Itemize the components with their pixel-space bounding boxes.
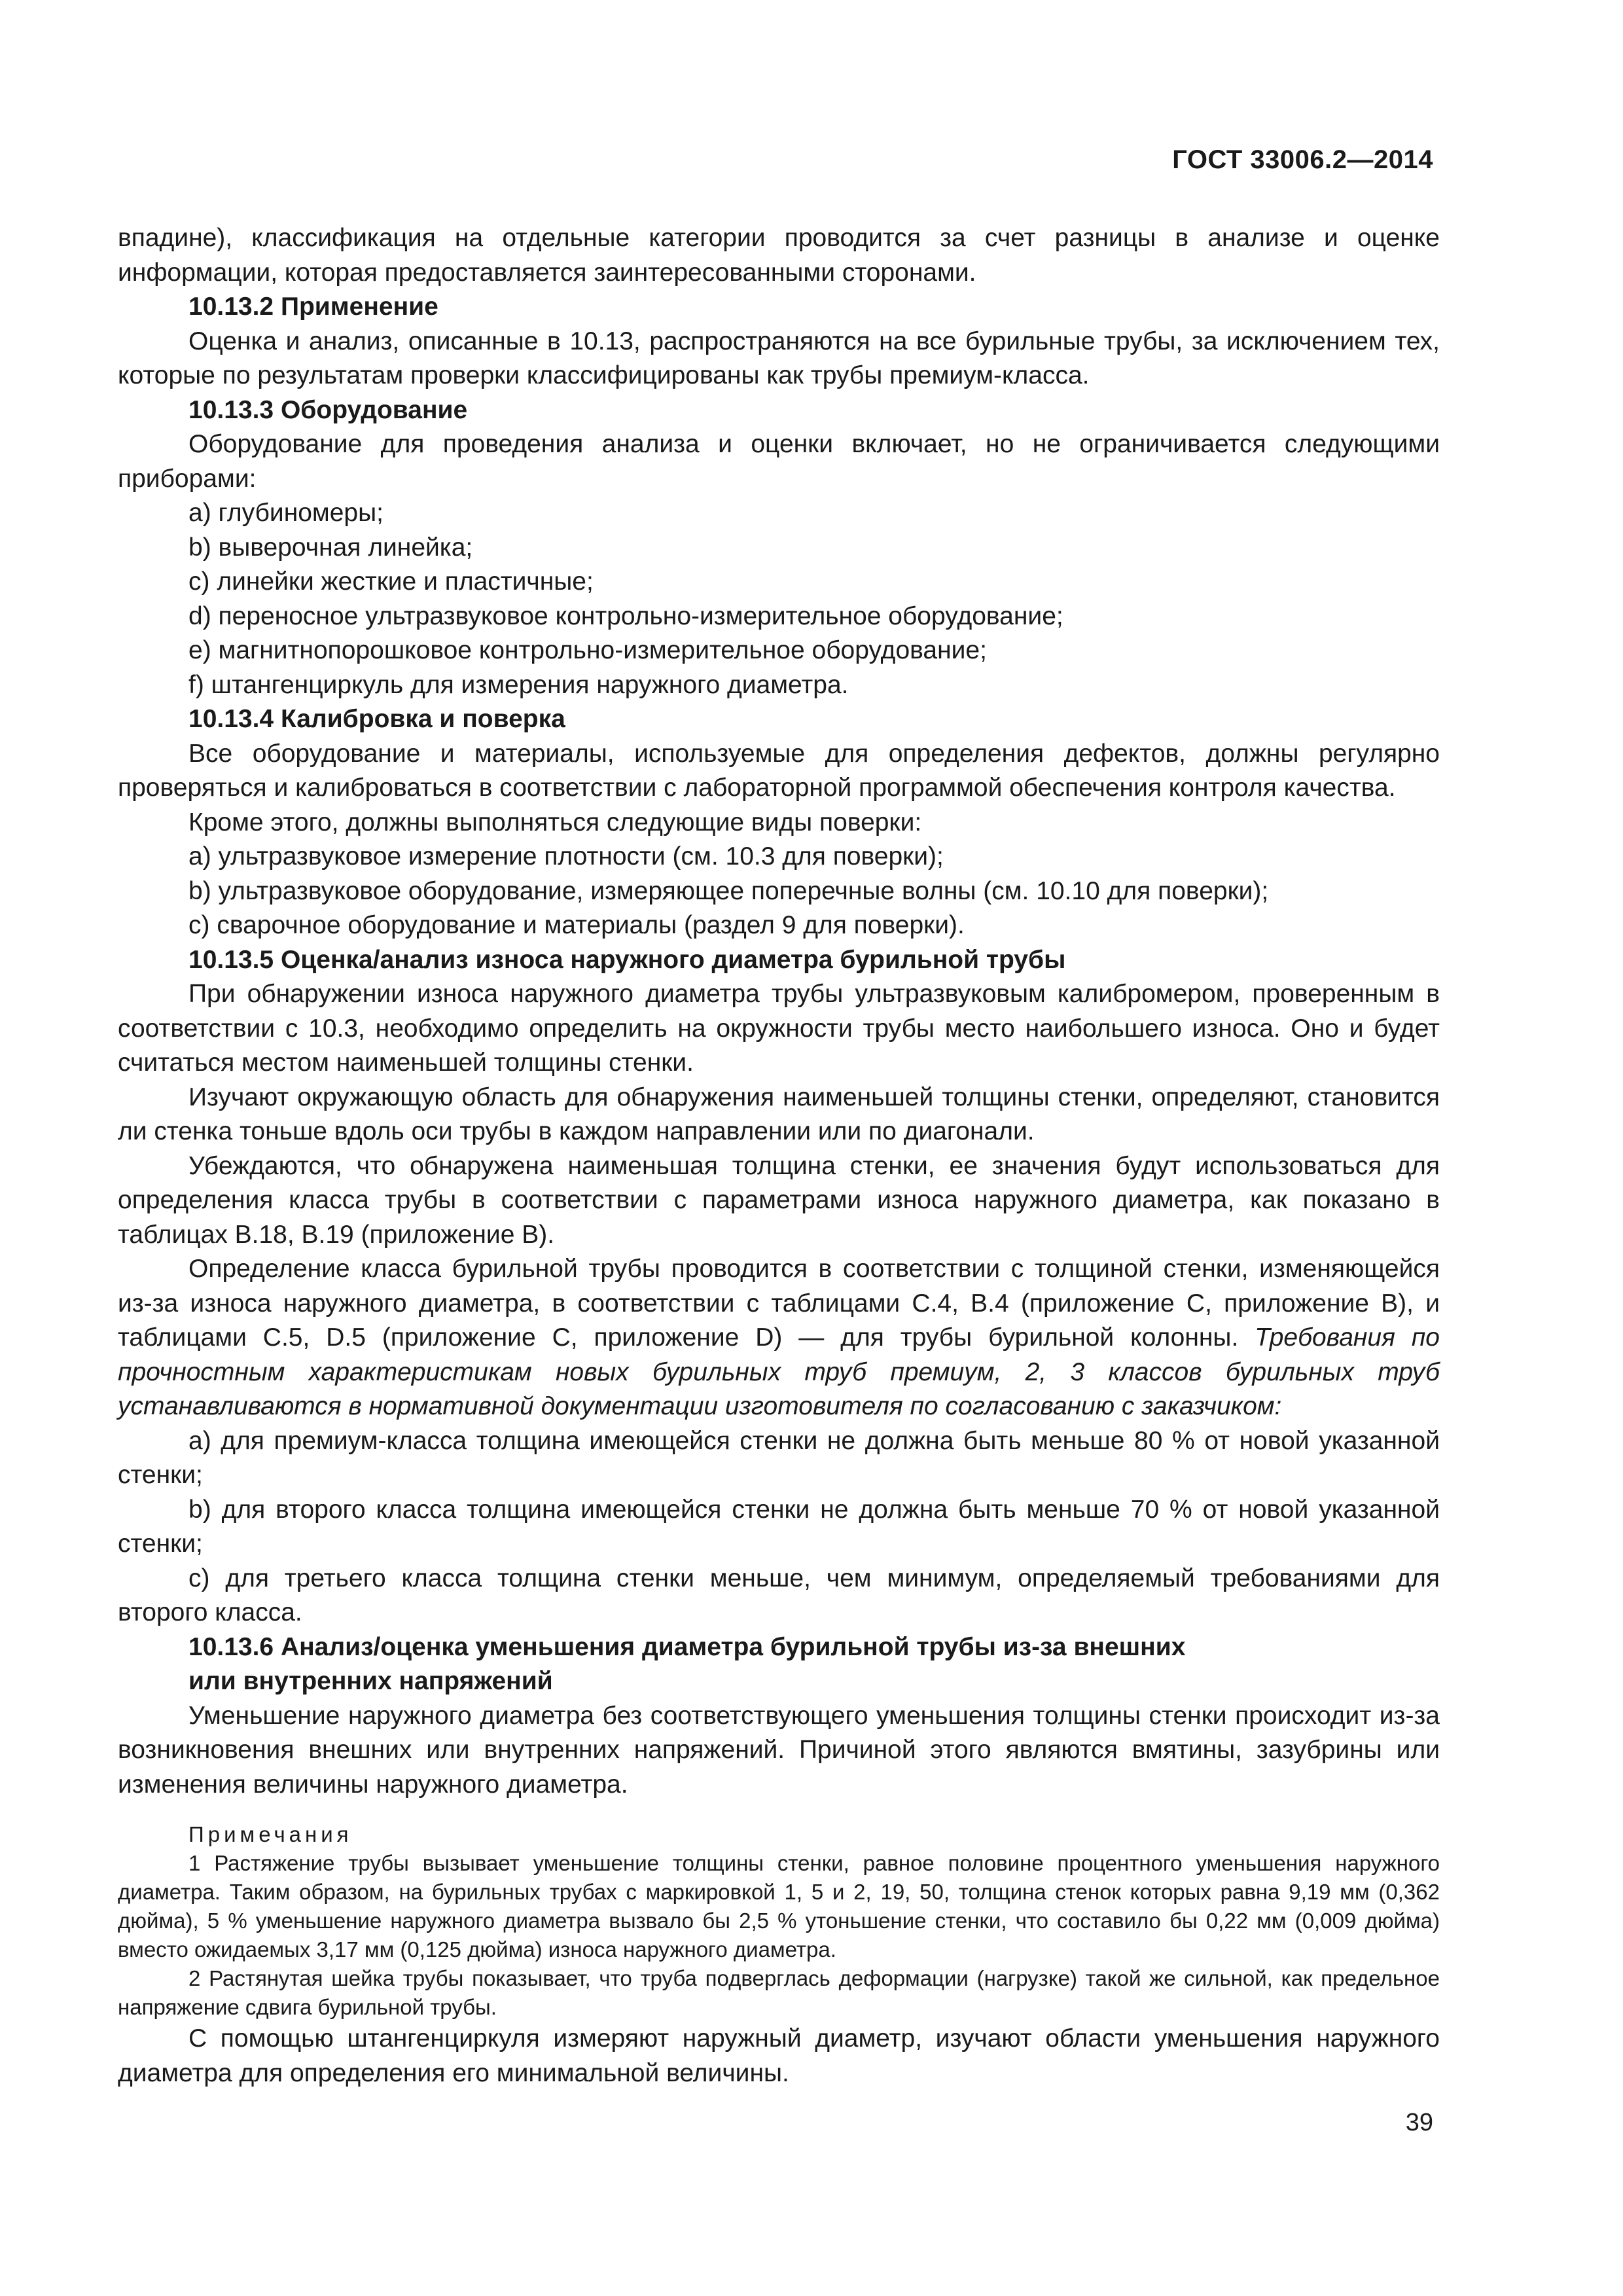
list-item: c) сварочное оборудование и материалы (раздел 9 для поверки). — [188, 911, 965, 939]
section-10-13-4-title: 10.13.4 Калибровка и поверка — [188, 705, 565, 733]
section-10-13-5-paragraph-2: Изучают окружающую область для обнаружения наименьшей толщины стенки, определяют, становится ли стенка тоньше вдоль оси трубы в каждом направлении или по диагонали. — [118, 1083, 1440, 1145]
note-item: 1 Растяжение трубы вызывает уменьшение толщины стенки, равное половине процентного уменьшения наружного диаметра. Таким образом, на бурильных трубах с маркировкой 1, 5 и 2, 19, 50, толщина стенок которых равна 9,19 мм (0,362 дюйма), 5 % уменьшение наружного диаметра вызвало бы 2,5 % утоньшение стенки, что составило бы 0,22 мм (0,009 дюйма) вместо ожидаемых 3,17 мм (0,125 дюйма) износа наружного диаметра. — [118, 1851, 1440, 1962]
section-10-13-4-text-2: Кроме этого, должны выполняться следующие виды поверки: — [188, 808, 922, 836]
paragraph-4-text: Определение класса бурильной трубы проводится в соответствии с толщиной стенки, изменяющейся из-за износа наружного диаметра, в соответствии с таблицами С.4, В.4 (приложение С, приложение В), и таблицами С.5, D.5 (приложение С, приложение D) — для трубы бурильной колонны. — [118, 1255, 1440, 1352]
list-item: a) для премиум-класса толщина имеющейся стенки не должна быть меньше 80 % от новой указанной стенки; — [118, 1426, 1440, 1489]
notes-block — [118, 1820, 1440, 2022]
intro-paragraph: впадине), классификация на отдельные категории проводится за счет разницы в анализе и оценке информации, которая предоставляется заинтересованными сторонами. — [118, 224, 1440, 287]
section-10-13-4-text: Все оборудование и материалы, используемые для определения дефектов, должны регулярно проверяться и калиброваться в соответствии с лабораторной программой обеспечения контроля качества. — [118, 739, 1440, 802]
section-10-13-6-text: Уменьшение наружного диаметра без соответствующего уменьшения толщины стенки происходит из-за возникновения внешних или внутренних напряжений. Причиной этого являются вмятины, зазубрины или изменения величины наружного диаметра. — [118, 1701, 1440, 1799]
page-number: 39 — [1405, 2109, 1433, 2136]
section-10-13-3-text: Оборудование для проведения анализа и оценки включает, но не ограничивается следующими приборами: — [118, 430, 1440, 493]
list-item: c) линейки жесткие и пластичные; — [188, 567, 594, 596]
list-item: a) ультразвуковое измерение плотности (см. 10.3 для поверки); — [188, 842, 944, 870]
section-10-13-2-text: Оценка и анализ, описанные в 10.13, распространяются на все бурильные трубы, за исключением тех, которые по результатам проверки классифицированы как трубы премиум-класса. — [118, 327, 1440, 389]
notes-title: Примечания — [188, 1822, 353, 1846]
list-item: d) переносное ультразвуковое контрольно-измерительное оборудование; — [188, 601, 1063, 630]
section-10-13-5-paragraph-4 — [118, 1252, 1440, 1424]
final-paragraph: С помощью штангенциркуля измеряют наружный диаметр, изучают области уменьшения наружного диаметра для определения его минимальной величины. — [118, 2024, 1440, 2087]
section-10-13-6-title: 10.13.6 Анализ/оценка уменьшения диаметра бурильной трубы из-за внешних — [188, 1632, 1186, 1661]
list-item: b) ультразвуковое оборудование, измеряющее поперечные волны (см. 10.10 для поверки); — [188, 876, 1269, 905]
paragraph-4-italic-text: Требования по прочностным характеристикам новых бурильных труб премиум, 2, 3 классов бурильных труб устанавливаются в нормативной документации изготовителя по согласованию с заказчиком: — [118, 1323, 1440, 1420]
document-body — [118, 221, 1440, 2090]
section-10-13-3-title: 10.13.3 Оборудование — [188, 395, 468, 424]
section-10-13-5-title: 10.13.5 Оценка/анализ износа наружного диаметра бурильной трубы — [188, 945, 1066, 974]
section-10-13-5-paragraph-1: При обнаружении износа наружного диаметра трубы ультразвуковым калибромером, проверенным в соответствии с 10.3, необходимо определить на окружности трубы место наибольшего износа. Оно и будет считаться местом наименьшей толщины стенки. — [118, 980, 1440, 1077]
list-item: f) штангенциркуль для измерения наружного диаметра. — [188, 670, 849, 699]
list-item: e) магнитнопорошковое контрольно-измерительное оборудование; — [188, 636, 987, 664]
section-10-13-6-title-line-2: или внутренних напряжений — [188, 1667, 553, 1695]
note-item: 2 Растянутая шейка трубы показывает, что труба подверглась деформации (нагрузке) такой же сильной, как предельное напряжение сдвига бурильной трубы. — [118, 1966, 1440, 2019]
list-item: b) для второго класса толщина имеющейся стенки не должна быть меньше 70 % от новой указанной стенки; — [118, 1495, 1440, 1558]
list-item: b) выверочная линейка; — [188, 533, 473, 562]
list-item: c) для третьего класса толщина стенки меньше, чем минимум, определяемый требованиями для второго класса. — [118, 1564, 1440, 1626]
section-10-13-2-title: 10.13.2 Применение — [188, 293, 438, 321]
section-10-13-5-paragraph-3: Убеждаются, что обнаружена наименьшая толщина стенки, ее значения будут использоваться для определения класса трубы в соответствии с параметрами износа наружного диаметра, как показано в таблицах В.18, В.19 (приложение В). — [118, 1151, 1440, 1249]
list-item: a) глубиномеры; — [188, 499, 383, 527]
document-header: ГОСТ 33006.2—2014 — [1172, 145, 1433, 174]
